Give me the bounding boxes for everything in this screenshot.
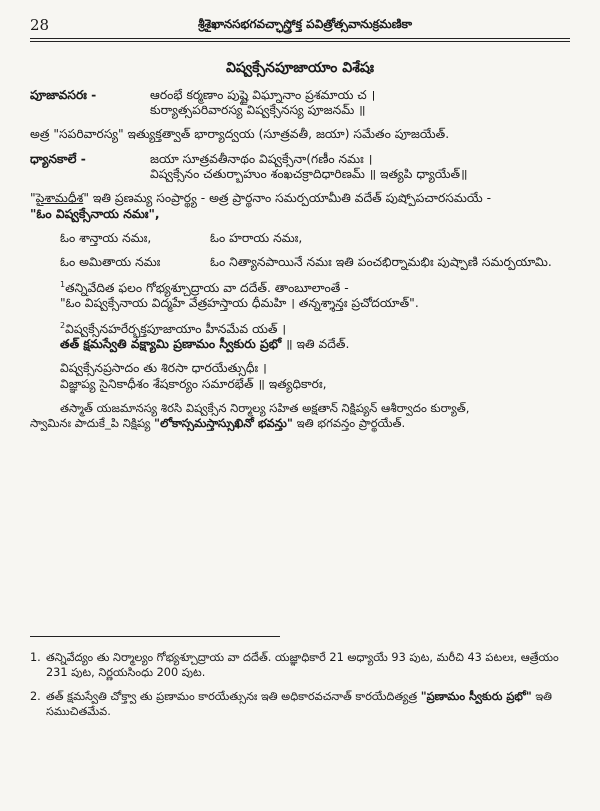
para1-line-2: "ఓం విష్వక్సేనాయ విద్మహే వేత్రహస్తాయ ధీమహి । తన్నశ్శాన్తః ప్రచోదయాత్". [60,296,419,311]
running-title: శ్రీశైఖానసభగవచ్ఛాస్త్రోక్త పవిత్రోత్సవానుక్రమణికా [197,16,413,31]
header-rule-thin [30,41,570,42]
paishamadishe-line: "పైశామధీశ" ఇతి ప్రణమ్య సంప్రార్థ్య - అత్ర ప్రార్థనాం సమర్పయామీతి వదేత్ పుష్పోపచారసమయే - [30,191,492,206]
running-header [30,14,570,36]
dhyana-label: ధ్యానకాలే - [30,151,86,166]
para2-line-2: తత్ క్షమస్వేతి వక్ష్యామి ప్రణామం స్వీకురు ప్రభో ॥ ఇతి వదేత్. [60,337,350,351]
names-row-1 [30,231,570,246]
pujavasara-label: పూజావసరః - [30,87,97,102]
dhyana-row [30,152,570,167]
footnote-2: 2. తత్ క్షమస్వేతి చోక్త్వా తు ప్రణామం కారయేత్సునః ఇతి అధికారవచనాత్ కారయేదిత్యత్ర "ప్రణామం స్వీకురు ప్రభో" ఇతి సముచితమేవ. [30,689,570,720]
para3-line-2: విజ్ఞాప్య సైనికాధీశం శేషకార్యం సమారభేత్ ॥ ఇత్యధికారః, [60,376,327,391]
dhyana-line-1: జయా సూత్రవతీనాథం విష్వక్సేనా(గణీం నమః । [150,151,373,166]
name-shantaya: ఓం శాన్తాయ నమః, [60,231,152,246]
pujavasara-line-2: కుర్యాత్సపరివారస్య విష్వక్సేనస్య పూజనమ్ ॥ [150,102,366,117]
atra-line: అత్ర "సపరివారస్య" ఇత్యుక్తత్వాత్ భార్యాద్వయ (సూత్రవతీ, జయా) సమేతం పూజయేత్. [30,127,450,142]
closing-line-1: తస్మాత్ యజమానస్య శిరసి విష్వక్సేన నిర్మాల్య సహిత అక్షతాన్ నిక్షిప్యన్ ఆశీర్వాదం కుర్యాత్, [60,401,470,416]
names-row-2 [30,255,570,270]
name-amitaya: ఓం అమితాయ నమః [60,255,161,270]
footnote-1: 1. తన్నివేద్యం తు నిర్మాల్యం గోభ్యశ్చూద్రాయ వా దదేత్. యజ్ఞాధికారే 21 అధ్యాయే 93 పుట, మరీచి 43 పటలః, ఆత్రేయం 231 పుట, నిర్ణయసింధు 200 పుట. [30,650,570,681]
footnote-rule [30,636,280,637]
footnote-ref-1[interactable]: 1 [60,279,66,289]
main-content [30,60,570,430]
paishamadishe-lead: పైశామధీశ [35,191,84,206]
closing-line-2: స్వామినః పాదుకే_పి నిక్షిప్య "లోకాస్సమస్తాస్సుఖినో భవన్తు" ఇతి భగవన్తం ప్రార్థయేత్. [30,415,406,430]
name-haraya: ఓం హరాయ నమః, [210,231,303,246]
header-rule [30,38,570,39]
para2-line-1: $^2$విష్వక్సేనహరేర్భక్తపూజాయాం హీనమేవ యత్ । [60,320,287,336]
dhyana-line-2: విష్వక్సేనం చతుర్బాహుం శంఖచక్రాదిధారిణమ్ ॥ ఇత్యపి ధ్యాయేత్॥ [150,166,468,181]
para3-line-1: విష్వక్సేనప్రసాదం తు శిరసా ధారయేత్సుధీః । [60,361,267,376]
footnote-ref-2[interactable]: 2 [60,320,66,330]
om-line: "ఓం విష్వక్సేనాయ నమః", [30,206,160,221]
page-number: 28 [30,16,50,34]
footnote-2-text: తత్ క్షమస్వేతి చోక్త్వా తు ప్రణామం కారయేత్సునః ఇతి అధికారవచనాత్ కారయేదిత్యత్ర "ప్రణామం స్వీకురు ప్రభో" ఇతి సముచితమేవ. [46,689,552,718]
paishamadishe-rest: " ఇతి ప్రణమ్య సంప్రార్థ్య - అత్ర ప్రార్థనాం సమర్పయామీతి వదేత్ పుష్పోపచారసమయే - [83,191,492,206]
footnote-1-text: తన్నివేద్యం తు నిర్మాల్యం గోభ్యశ్చూద్రాయ వా దదేత్. యజ్ఞాధికారే 21 అధ్యాయే 93 పుట, మరీచి 43 పటలః, ఆత్రేయం 231 పుట, నిర్ణయసింధు 200 పుట. [46,651,559,680]
name-nityanapayine: ఓం నిత్యానపాయినే నమః ఇతి పంచభిర్నామభిః పుష్పాణి సమర్పయామి. [210,255,552,270]
footnotes [30,650,570,727]
para1-line-1: $^1$తన్నివేదిత ఫలం గోభ్యశ్చూద్రాయ వా దదేత్. తాంబూలాంతే - [60,279,349,295]
section-title: విష్వక్సేనపూజాయాం విశేషః [225,60,375,76]
pujavasara-line-1: ఆరంభే కర్మణాం పుష్టై విఘ్నానాం ప్రశమాయ చ । [150,87,376,102]
pujavasara-row [30,88,570,103]
